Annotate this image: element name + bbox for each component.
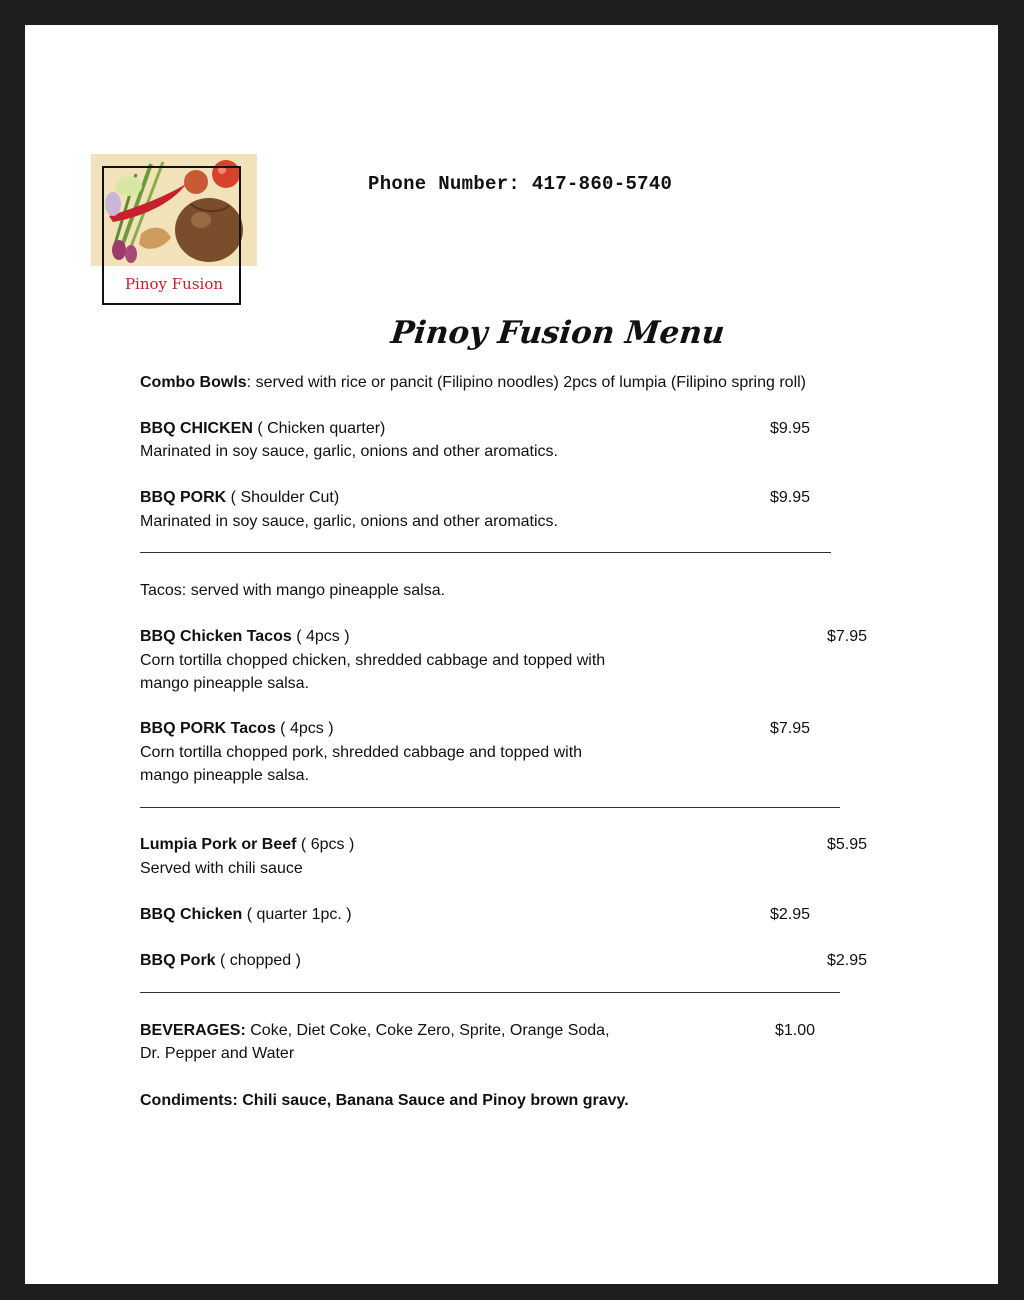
bbq-chicken-title	[140, 417, 385, 440]
tacos-header: Tacos: served with mango pineapple salsa.	[140, 582, 446, 599]
section-divider	[140, 992, 840, 993]
lumpia-price: $5.95	[827, 836, 868, 853]
bbq-chicken-desc: Marinated in soy sauce, garlic, onions and other aromatics.	[140, 443, 558, 460]
item-name: BBQ Chicken Tacos	[140, 628, 292, 645]
bbq-pork-side-title	[140, 949, 301, 972]
item-detail: ( 4pcs )	[275, 720, 334, 737]
bbq-pork-tacos-desc-line1: Corn tortilla chopped pork, shredded cabbage and topped with	[140, 744, 583, 761]
logo	[91, 154, 257, 311]
bbq-pork-side-price: $2.95	[827, 952, 868, 969]
bbq-pork-title	[140, 486, 339, 509]
bbq-pork-desc: Marinated in soy sauce, garlic, onions and other aromatics.	[140, 513, 558, 530]
item-name: BBQ CHICKEN	[140, 420, 253, 437]
phone-number: Phone Number: 417-860-5740	[368, 173, 673, 195]
beverages-list: Coke, Diet Coke, Coke Zero, Sprite, Orange Soda,	[245, 1022, 610, 1039]
item-name: Lumpia Pork or Beef	[140, 836, 297, 853]
item-detail: ( 6pcs )	[296, 836, 355, 853]
item-detail: ( Shoulder Cut)	[226, 489, 340, 506]
condiments: Condiments: Chili sauce, Banana Sauce and Pinoy brown gravy.	[140, 1092, 629, 1109]
item-name: BBQ Pork	[140, 952, 216, 969]
item-name: BBQ PORK	[140, 489, 227, 506]
item-detail: ( Chicken quarter)	[252, 420, 386, 437]
item-detail: ( 4pcs )	[291, 628, 350, 645]
bbq-chicken-side-price: $2.95	[770, 906, 811, 923]
combo-bowls-label: Combo Bowls	[140, 374, 247, 391]
beverages-line1	[140, 1019, 610, 1042]
bbq-chicken-price: $9.95	[770, 420, 811, 437]
item-detail: ( chopped )	[215, 952, 301, 969]
lumpia-desc: Served with chili sauce	[140, 860, 303, 877]
beverages-price: $1.00	[775, 1022, 816, 1039]
beverages-line2: Dr. Pepper and Water	[140, 1045, 295, 1062]
combo-bowls-desc: : served with rice or pancit (Filipino noodles) 2pcs of lumpia (Filipino spring roll)	[246, 374, 807, 391]
section-divider	[140, 807, 840, 808]
bbq-pork-tacos-desc-line2: mango pineapple salsa.	[140, 767, 310, 784]
item-name: BBQ PORK Tacos	[140, 720, 276, 737]
menu-page	[25, 25, 998, 1284]
bbq-chicken-tacos-title	[140, 625, 350, 648]
bbq-chicken-tacos-price: $7.95	[827, 628, 868, 645]
item-name: BBQ Chicken	[140, 906, 243, 923]
menu-title: Pinoy Fusion Menu	[389, 315, 727, 351]
lumpia-title	[140, 833, 354, 856]
bbq-pork-tacos-price: $7.95	[770, 720, 811, 737]
bbq-chicken-side-title	[140, 903, 352, 926]
section-divider	[140, 552, 831, 553]
bbq-pork-tacos-title	[140, 717, 334, 740]
combo-bowls-header	[140, 371, 806, 394]
bbq-pork-price: $9.95	[770, 489, 811, 506]
logo-text: Pinoy Fusion	[124, 275, 224, 293]
beverages-label: BEVERAGES:	[140, 1022, 246, 1039]
item-detail: ( quarter 1pc. )	[242, 906, 352, 923]
bbq-chicken-tacos-desc-line2: mango pineapple salsa.	[140, 675, 310, 692]
bbq-chicken-tacos-desc-line1: Corn tortilla chopped chicken, shredded cabbage and topped with	[140, 652, 606, 669]
